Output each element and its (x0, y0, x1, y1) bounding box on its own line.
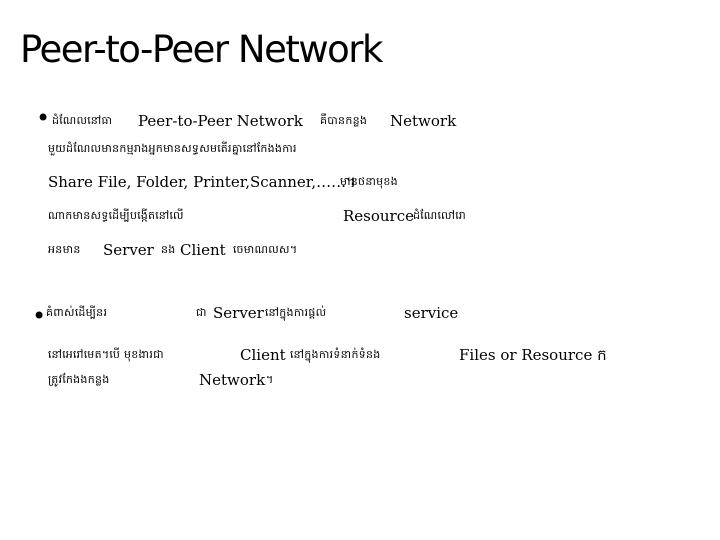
bullet1-line3-text: មានថនាមុខង (340, 175, 398, 188)
bullet1-line2-text: មួយដំណែលមានកម្មរាងអ្នកមានសទ្ធសមតើរគ្នានៅកែងងការ (48, 142, 297, 155)
bullet2-line1-term: Server (213, 304, 264, 322)
bullet1-line1-text: ដំណែលនៅធា (52, 114, 113, 127)
bullet1-line1-term2: Network (390, 112, 457, 130)
bullet1-line4-text2: ដំណែលៅរោ (413, 209, 467, 222)
bullet-marker: • (36, 104, 51, 132)
bullet2-line1-term2: service (404, 304, 459, 322)
bullet1-line3-term: Share File, Folder, Printer,Scanner,……។ (48, 173, 356, 191)
bullet2-line2-text: នៅអេរៅមេត។បើ មុខងារជា (48, 348, 164, 361)
bullet1-line1-text2: គឺបានកន្លង (320, 114, 368, 127)
bullet1-line5-text: អនមាន (48, 243, 81, 256)
bullet2-line3-text2: ។ (266, 373, 274, 386)
bullet2-line1-text3: នៅក្នុងការផ្ដល់ (265, 306, 327, 319)
bullet1-line1-term: Peer-to-Peer Network (138, 112, 303, 130)
bullet1-line5-term2: Client (180, 241, 226, 259)
bullet2-line2-term: Client (240, 346, 286, 364)
bullet-marker: • (32, 302, 47, 330)
bullet2-line1-text2: ជា (196, 306, 207, 319)
bullet2-line3-text: ត្រូវកែងងកន្លង (48, 373, 110, 386)
bullet2-line3-term: Network (199, 371, 266, 389)
bullet2-line2-text2: នៅក្នុងការទំនាក់ទំនង (290, 348, 381, 361)
bullet1-line4-term: Resource (343, 207, 415, 225)
bullet1-line5-text2: នង (161, 243, 176, 256)
bullet2-line1-text: គំពាស់ដើម្បីនរ (46, 306, 108, 319)
bullet2-line2-term2: Files or Resource ក (459, 346, 607, 364)
slide-title: Peer-to-Peer Network (20, 28, 382, 71)
bullet1-line5-text3: ចេមាណលស។ (233, 243, 298, 256)
bullet1-line5-term: Server (103, 241, 154, 259)
bullet1-line4-text: ណាកមានសទ្ធដើម្បីបង្កើតនៅលើ (48, 209, 184, 222)
